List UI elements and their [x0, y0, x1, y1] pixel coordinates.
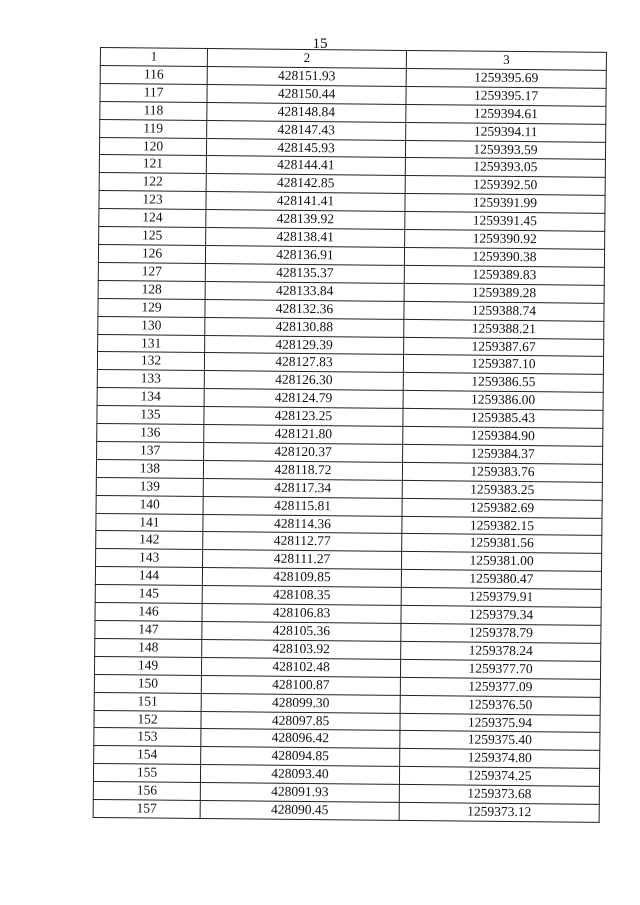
point-number-cell: 133 [97, 370, 204, 389]
point-number-cell: 138 [96, 459, 203, 478]
point-number-cell: 147 [95, 620, 202, 639]
x-coordinate-cell: 428145.93 [206, 138, 405, 158]
point-number-cell: 151 [94, 692, 201, 711]
y-coordinate-cell: 1259374.25 [399, 767, 599, 787]
point-number-cell: 123 [99, 191, 206, 210]
coordinates-table-wrapper [93, 47, 606, 823]
point-number-cell: 129 [98, 298, 205, 317]
point-number-cell: 134 [97, 388, 204, 407]
x-coordinate-cell: 428151.93 [207, 66, 406, 86]
x-coordinate-cell: 428100.87 [201, 675, 400, 695]
point-number-cell: 128 [98, 280, 205, 299]
x-coordinate-cell: 428123.25 [204, 407, 403, 427]
x-coordinate-cell: 428124.79 [204, 389, 403, 409]
x-coordinate-cell: 428138.41 [206, 228, 405, 248]
point-number-cell: 152 [94, 710, 201, 729]
point-number-cell: 135 [97, 406, 204, 425]
y-coordinate-cell: 1259382.69 [402, 498, 602, 518]
y-coordinate-cell: 1259374.80 [400, 749, 600, 769]
x-coordinate-cell: 428109.85 [202, 568, 401, 588]
point-number-cell: 157 [93, 800, 200, 819]
y-coordinate-cell: 1259388.21 [404, 319, 604, 339]
y-coordinate-cell: 1259387.10 [403, 355, 603, 375]
y-coordinate-cell: 1259393.05 [405, 158, 605, 178]
point-number-cell: 143 [96, 549, 203, 568]
x-coordinate-cell: 428108.35 [202, 586, 401, 606]
y-coordinate-cell: 1259389.28 [404, 283, 604, 303]
point-number-cell: 153 [94, 728, 201, 747]
x-coordinate-cell: 428117.34 [203, 478, 402, 498]
x-coordinate-cell: 428126.30 [204, 371, 403, 391]
y-coordinate-cell: 1259379.34 [401, 606, 601, 626]
y-coordinate-cell: 1259383.25 [402, 480, 602, 500]
x-coordinate-cell: 428136.91 [205, 245, 404, 265]
point-number-cell: 125 [99, 227, 206, 246]
page-number: 15 [312, 36, 328, 52]
x-coordinate-cell: 428129.39 [205, 335, 404, 355]
y-coordinate-cell: 1259382.15 [402, 516, 602, 536]
x-coordinate-cell: 428105.36 [202, 622, 401, 642]
point-number-cell: 146 [95, 603, 202, 622]
point-number-cell: 150 [94, 674, 201, 693]
point-number-cell: 140 [96, 495, 203, 514]
y-coordinate-cell: 1259391.99 [405, 194, 605, 214]
x-coordinate-cell: 428130.88 [205, 317, 404, 337]
point-number-cell: 154 [94, 746, 201, 765]
x-coordinate-cell: 428139.92 [206, 210, 405, 230]
x-coordinate-cell: 428144.41 [206, 156, 405, 176]
point-number-cell: 144 [95, 567, 202, 586]
point-number-cell: 116 [100, 65, 207, 84]
x-coordinate-cell: 428147.43 [207, 120, 406, 140]
point-number-cell: 124 [99, 209, 206, 228]
x-coordinate-cell: 428106.83 [202, 604, 401, 624]
point-number-cell: 126 [98, 244, 205, 263]
y-coordinate-cell: 1259373.12 [399, 802, 599, 822]
x-coordinate-cell: 428115.81 [203, 496, 402, 516]
y-coordinate-cell: 1259387.67 [404, 337, 604, 357]
x-coordinate-cell: 428118.72 [203, 460, 402, 480]
x-coordinate-cell: 428091.93 [200, 783, 399, 803]
y-coordinate-cell: 1259378.24 [401, 641, 601, 661]
point-number-cell: 137 [97, 441, 204, 460]
y-coordinate-cell: 1259395.17 [406, 86, 606, 106]
y-coordinate-cell: 1259381.00 [401, 552, 601, 572]
column-header-3: 3 [406, 50, 606, 70]
x-coordinate-cell: 428142.85 [206, 174, 405, 194]
point-number-cell: 120 [99, 137, 206, 156]
y-coordinate-cell: 1259390.92 [405, 229, 605, 249]
coordinates-table [93, 47, 607, 823]
y-coordinate-cell: 1259391.45 [405, 212, 605, 232]
point-number-cell: 127 [98, 262, 205, 281]
point-number-cell: 156 [93, 782, 200, 801]
column-header-1: 1 [100, 48, 207, 67]
y-coordinate-cell: 1259386.00 [403, 391, 603, 411]
y-coordinate-cell: 1259394.11 [406, 122, 606, 142]
y-coordinate-cell: 1259376.50 [400, 695, 600, 715]
x-coordinate-cell: 428096.42 [201, 729, 400, 749]
point-number-cell: 139 [96, 477, 203, 496]
point-number-cell: 118 [100, 101, 207, 120]
point-number-cell: 136 [97, 424, 204, 443]
point-number-cell: 141 [96, 513, 203, 532]
column-header-2: 2 [207, 49, 406, 69]
y-coordinate-cell: 1259389.83 [404, 265, 604, 285]
point-number-cell: 142 [96, 531, 203, 550]
x-coordinate-cell: 428135.37 [205, 263, 404, 283]
point-number-cell: 121 [99, 155, 206, 174]
y-coordinate-cell: 1259384.90 [403, 426, 603, 446]
y-coordinate-cell: 1259383.76 [402, 462, 602, 482]
y-coordinate-cell: 1259381.56 [402, 534, 602, 554]
x-coordinate-cell: 428090.45 [200, 801, 399, 821]
x-coordinate-cell: 428102.48 [201, 657, 400, 677]
y-coordinate-cell: 1259385.43 [403, 409, 603, 429]
point-number-cell: 117 [100, 83, 207, 102]
x-coordinate-cell: 428111.27 [203, 550, 402, 570]
x-coordinate-cell: 428121.80 [204, 425, 403, 445]
point-number-cell: 145 [95, 585, 202, 604]
x-coordinate-cell: 428114.36 [203, 514, 402, 534]
x-coordinate-cell: 428141.41 [206, 192, 405, 212]
table-body [93, 65, 606, 822]
y-coordinate-cell: 1259377.70 [400, 659, 600, 679]
y-coordinate-cell: 1259394.61 [406, 104, 606, 124]
x-coordinate-cell: 428133.84 [205, 281, 404, 301]
x-coordinate-cell: 428097.85 [201, 711, 400, 731]
x-coordinate-cell: 428094.85 [201, 747, 400, 767]
y-coordinate-cell: 1259392.50 [405, 176, 605, 196]
x-coordinate-cell: 428120.37 [204, 442, 403, 462]
x-coordinate-cell: 428127.83 [204, 353, 403, 373]
x-coordinate-cell: 428099.30 [201, 693, 400, 713]
x-coordinate-cell: 428093.40 [200, 765, 399, 785]
x-coordinate-cell: 428103.92 [202, 639, 401, 659]
y-coordinate-cell: 1259375.94 [400, 713, 600, 733]
y-coordinate-cell: 1259395.69 [406, 68, 606, 88]
point-number-cell: 132 [97, 352, 204, 371]
y-coordinate-cell: 1259390.38 [404, 247, 604, 267]
point-number-cell: 130 [98, 316, 205, 335]
y-coordinate-cell: 1259379.91 [401, 588, 601, 608]
y-coordinate-cell: 1259384.37 [403, 444, 603, 464]
y-coordinate-cell: 1259373.68 [399, 785, 599, 805]
point-number-cell: 119 [100, 119, 207, 138]
point-number-cell: 148 [95, 638, 202, 657]
x-coordinate-cell: 428150.44 [207, 84, 406, 104]
point-number-cell: 149 [94, 656, 201, 675]
y-coordinate-cell: 1259375.40 [400, 731, 600, 751]
y-coordinate-cell: 1259388.74 [404, 301, 604, 321]
y-coordinate-cell: 1259386.55 [403, 373, 603, 393]
point-number-cell: 155 [93, 764, 200, 783]
y-coordinate-cell: 1259393.59 [405, 140, 605, 160]
x-coordinate-cell: 428148.84 [207, 102, 406, 122]
y-coordinate-cell: 1259377.09 [400, 677, 600, 697]
point-number-cell: 131 [98, 334, 205, 353]
y-coordinate-cell: 1259380.47 [401, 570, 601, 590]
x-coordinate-cell: 428112.77 [203, 532, 402, 552]
x-coordinate-cell: 428132.36 [205, 299, 404, 319]
y-coordinate-cell: 1259378.79 [401, 623, 601, 643]
point-number-cell: 122 [99, 173, 206, 192]
